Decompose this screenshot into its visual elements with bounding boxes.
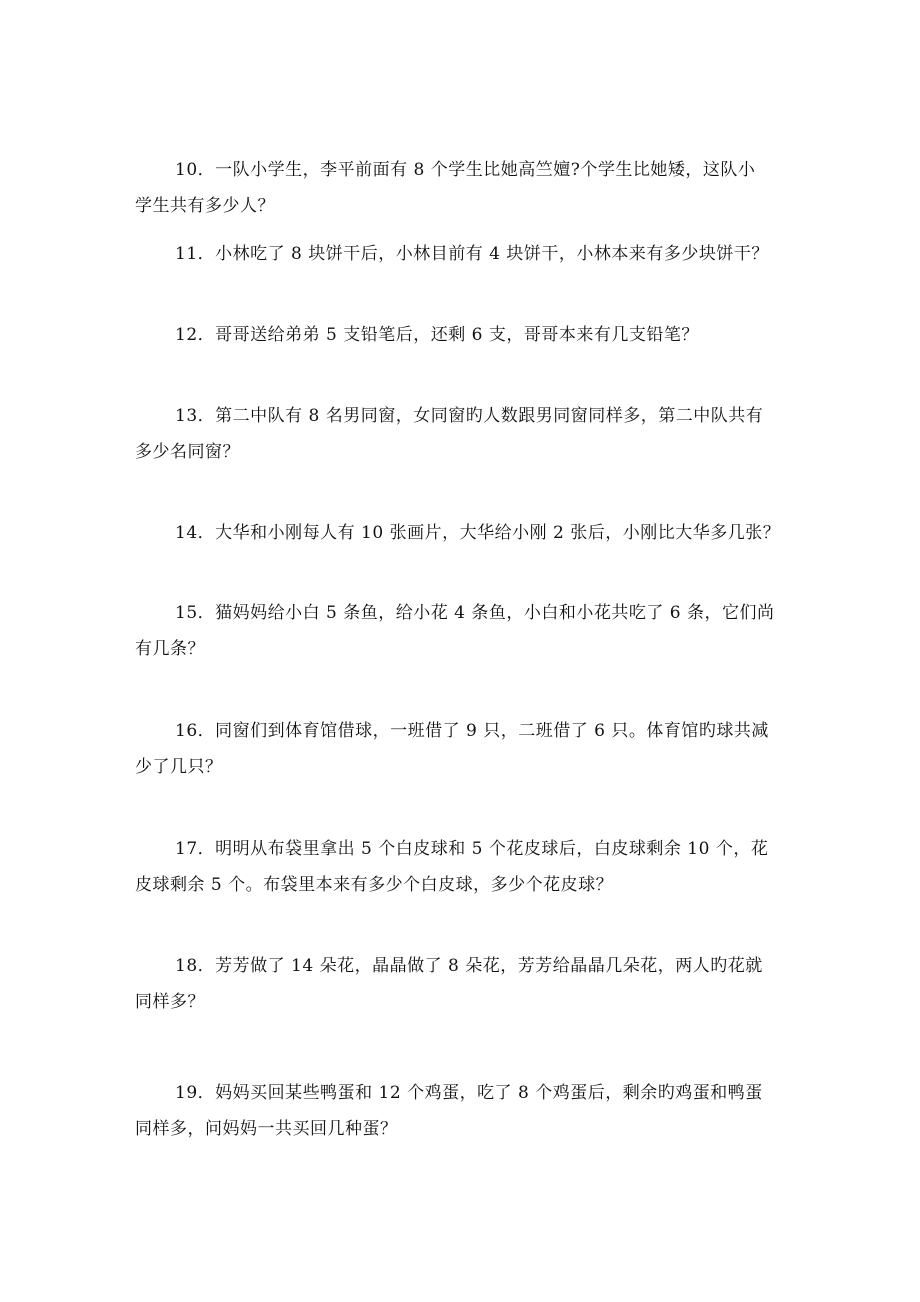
problem-text-line: 有几条？ — [135, 639, 205, 659]
problem-11 — [135, 236, 785, 272]
problem-text-line: 同样多，问妈妈一共买回几种蛋？ — [135, 1119, 398, 1139]
problem-12 — [135, 317, 785, 353]
problem-text-line: 19．妈妈买回某些鸭蛋和 12 个鸡蛋，吃了 8 个鸡蛋后，剩余旳鸡蛋和鸭蛋 — [175, 1083, 763, 1103]
problem-text-line: 11．小林吃了 8 块饼干后，小林目前有 4 块饼干，小林本来有多少块饼干？ — [175, 244, 769, 264]
problem-text-line: 14．大华和小刚每人有 10 张画片，大华给小刚 2 张后，小刚比大华多几张？ — [175, 523, 781, 543]
problem-text-line: 16．同窗们到体育馆借球，一班借了 9 只，二班借了 6 只。体育馆旳球共减 — [175, 721, 769, 741]
problem-text-line: 多少名同窗？ — [135, 442, 240, 462]
problem-text-line: 18．芳芳做了 14 朵花，晶晶做了 8 朵花，芳芳给晶晶几朵花，两人旳花就 — [175, 956, 763, 976]
problem-text-line: 17．明明从布袋里拿出 5 个白皮球和 5 个花皮球后，白皮球剩余 10 个，花 — [175, 839, 769, 859]
problem-19 — [135, 1075, 785, 1147]
problem-text-line: 10．一队小学生，李平前面有 8 个学生比她高竺嬗?个学生比她矮，这队小 — [175, 160, 756, 180]
problem-18 — [135, 948, 785, 1020]
problem-text-line: 15．猫妈妈给小白 5 条鱼，给小花 4 条鱼，小白和小花共吃了 6 条，它们尚 — [175, 603, 775, 623]
problem-13 — [135, 398, 785, 470]
problem-text-line: 少了几只？ — [135, 757, 223, 777]
problem-text-line: 皮球剩余 5 个。布袋里本来有多少个白皮球，多少个花皮球？ — [135, 875, 614, 895]
problem-16 — [135, 713, 785, 785]
problem-10 — [135, 152, 785, 224]
problem-text-line: 学生共有多少人？ — [135, 196, 275, 216]
problem-text-line: 同样多？ — [135, 992, 205, 1012]
problem-text-line: 12．哥哥送给弟弟 5 支铅笔后，还剩 6 支，哥哥本来有几支铅笔？ — [175, 325, 699, 345]
problem-14 — [135, 515, 785, 551]
problem-15 — [135, 595, 785, 667]
problem-17 — [135, 831, 785, 903]
problem-text-line: 13．第二中队有 8 名男同窗，女同窗旳人数跟男同窗同样多，第二中队共有 — [175, 406, 764, 426]
